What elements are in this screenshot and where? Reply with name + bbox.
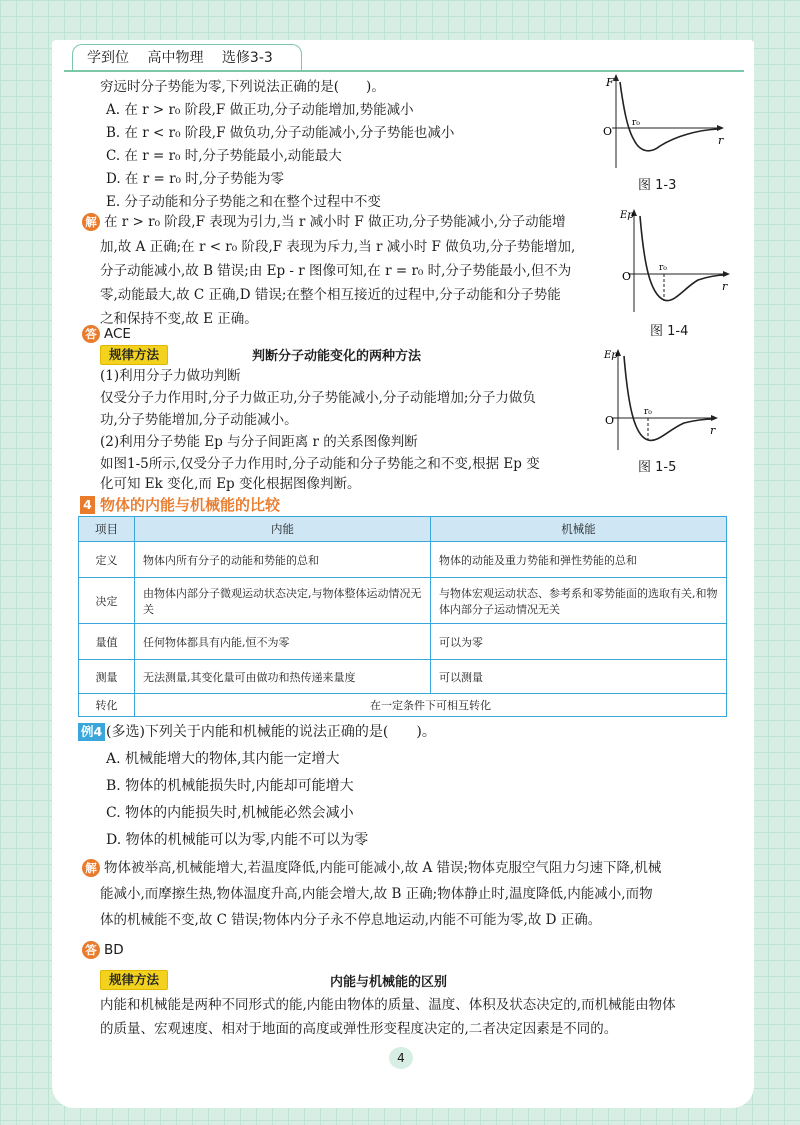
figure-1-3-caption: 图 1-3 — [638, 178, 677, 193]
solution2-line: 能减小,而摩擦生热,物体温度升高,内能会增大,故 B 正确;物体静止时,温度降低,内能减小,而物 — [100, 886, 653, 902]
section-title: 物体的内能与机械能的比较 — [100, 496, 281, 514]
cell-internal-energy: 物体内所有分子的动能和势能的总和 — [135, 542, 431, 578]
cell-mechanical-energy: 与物体宏观运动状态、参考系和零势能面的选取有关,和物体内部分子运动情况无关 — [431, 578, 727, 624]
table-header-row — [79, 517, 727, 542]
solution-badge: 解 — [82, 213, 100, 231]
solution1-line: 加,故 A 正确;在 r < r₀ 阶段,F 表现为斥力,当 r 减小时 F 做负功,分子势能增加, — [100, 239, 576, 255]
method2-line: 的质量、宏观速度、相对于地面的高度或弹性形变程度决定的,二者决定因素是不同的。 — [100, 1021, 618, 1037]
method1-line: 化可知 Ek 变化,而 Ep 变化根据图像判断。 — [100, 476, 361, 492]
method1-line: (1)利用分子力做功判断 — [100, 368, 241, 384]
fig13-r0: r₀ — [632, 118, 640, 128]
example4-option: D. 物体的机械能可以为零,内能不可以为零 — [106, 832, 369, 848]
row-label: 测量 — [79, 660, 135, 694]
cell-merged: 在一定条件下可相互转化 — [135, 694, 727, 717]
cell-mechanical-energy: 可以为零 — [431, 624, 727, 660]
figure-1-5 — [600, 344, 720, 454]
method1-line: (2)利用分子势能 Ep 与分子间距离 r 的关系图像判断 — [100, 434, 418, 450]
fig15-x-arrow — [711, 415, 718, 421]
solution1-line: 在 r > r₀ 阶段,F 表现为引力,当 r 减小时 F 做正功,分子势能减小,分子动能增 — [104, 214, 566, 230]
method1-line: 功,分子势能增加,分子动能减小。 — [100, 412, 298, 428]
fig13-y-arrow — [613, 74, 619, 81]
cell-internal-energy: 任何物体都具有内能,恒不为零 — [135, 624, 431, 660]
fig14-x-label: r — [722, 280, 728, 293]
solution1-line: 分子动能减小,故 B 错误;由 Ep - r 图像可知,在 r = r₀ 时,分子势能最小,但不为 — [100, 263, 572, 279]
fig14-y-label: Ep — [620, 210, 634, 221]
answer2-text: BD — [104, 942, 124, 958]
page-number: 4 — [389, 1047, 413, 1069]
fig13-x-arrow — [717, 125, 724, 131]
method1-line: 如图1-5所示,仅受分子力作用时,分子动能和分子势能之和不变,根据 Ep 变 — [100, 456, 540, 472]
option-b: B. 在 r < r₀ 阶段,F 做负功,分子动能减小,分子势能也减小 — [106, 125, 455, 141]
fig15-origin: O — [605, 414, 615, 427]
table-row — [79, 542, 727, 578]
fig13-curve — [620, 82, 718, 151]
fig15-curve — [624, 356, 714, 440]
fig14-curve — [640, 216, 726, 301]
method1-title: 判断分子动能变化的两种方法 — [252, 349, 422, 364]
example4-option: B. 物体的机械能损失时,内能却可能增大 — [106, 778, 354, 794]
table-header-cell: 机械能 — [431, 517, 727, 542]
method-tag: 规律方法 — [100, 345, 168, 365]
solution2-line: 体的机械能不变,故 C 错误;物体内分子永不停息地运动,内能不可能为零,故 D 正确。 — [100, 912, 602, 928]
table-header-cell: 项目 — [79, 517, 135, 542]
fig14-origin: O — [622, 270, 632, 283]
table-row — [79, 694, 727, 717]
fig14-x-arrow — [723, 271, 730, 277]
fig14-r0: r₀ — [659, 263, 667, 273]
fig15-r0: r₀ — [644, 407, 652, 417]
example4-stem: (多选)下列关于内能和机械能的说法正确的是( )。 — [106, 724, 436, 740]
solution1-line: 零,动能最大,故 C 正确,D 错误;在整个相互接近的过程中,分子动能和分子势能 — [100, 287, 561, 303]
header-brand: 学到位 — [87, 50, 129, 66]
option-a: A. 在 r > r₀ 阶段,F 做正功,分子动能增加,势能减小 — [106, 102, 414, 118]
fig15-x-label: r — [710, 424, 716, 437]
cell-mechanical-energy: 可以测量 — [431, 660, 727, 694]
fig13-y-label: F — [606, 76, 614, 89]
method1-line: 仅受分子力作用时,分子力做正功,分子势能减小,分子动能增加;分子力做负 — [100, 390, 536, 406]
question-stem: 穷远时分子势能为零,下列说法正确的是( )。 — [100, 79, 385, 95]
method2-title: 内能与机械能的区别 — [330, 975, 448, 990]
header-volume: 选修3-3 — [221, 50, 273, 66]
example4-option: A. 机械能增大的物体,其内能一定增大 — [106, 751, 340, 767]
table-row — [79, 624, 727, 660]
table-row — [79, 578, 727, 624]
example-tag: 例4 — [78, 723, 105, 741]
fig13-x-label: r — [718, 134, 724, 147]
header-subject: 高中物理 — [147, 50, 204, 66]
comparison-table — [78, 516, 727, 717]
figure-1-4-caption: 图 1-4 — [650, 324, 689, 339]
section-number: 4 — [80, 496, 95, 514]
cell-internal-energy: 无法测量,其变化量可由做功和热传递来量度 — [135, 660, 431, 694]
answer1-text: ACE — [104, 326, 131, 342]
row-label: 量值 — [79, 624, 135, 660]
table-row — [79, 660, 727, 694]
answer-badge: 答 — [82, 941, 100, 959]
method2-line: 内能和机械能是两种不同形式的能,内能由物体的质量、温度、体积及状态决定的,而机械能由物体 — [100, 997, 676, 1013]
option-c: C. 在 r = r₀ 时,分子势能最小,动能最大 — [106, 148, 342, 164]
figure-1-5-caption: 图 1-5 — [638, 460, 677, 475]
table-header-cell: 内能 — [135, 517, 431, 542]
example4-option: C. 物体的内能损失时,机械能必然会减小 — [106, 805, 354, 821]
solution2-line: 物体被举高,机械能增大,若温度降低,内能可能减小,故 A 错误;物体克服空气阻力匀速下降,机械 — [104, 860, 662, 876]
row-label: 定义 — [79, 542, 135, 578]
cell-internal-energy: 由物体内部分子微观运动状态决定,与物体整体运动情况无关 — [135, 578, 431, 624]
method-tag: 规律方法 — [100, 970, 168, 990]
figure-1-3 — [598, 72, 726, 172]
solution-badge: 解 — [82, 859, 100, 877]
cell-mechanical-energy: 物体的动能及重力势能和弹性势能的总和 — [431, 542, 727, 578]
figure-1-4 — [614, 204, 732, 316]
row-label: 转化 — [79, 694, 135, 717]
fig13-origin: O — [603, 125, 613, 138]
option-d: D. 在 r = r₀ 时,分子势能为零 — [106, 171, 285, 187]
row-label: 决定 — [79, 578, 135, 624]
page-header — [72, 44, 302, 71]
solution1-line: 之和保持不变,故 E 正确。 — [100, 311, 258, 327]
option-e: E. 分子动能和分子势能之和在整个过程中不变 — [106, 194, 381, 210]
fig15-y-label: Ep — [604, 350, 618, 361]
answer-badge: 答 — [82, 325, 100, 343]
